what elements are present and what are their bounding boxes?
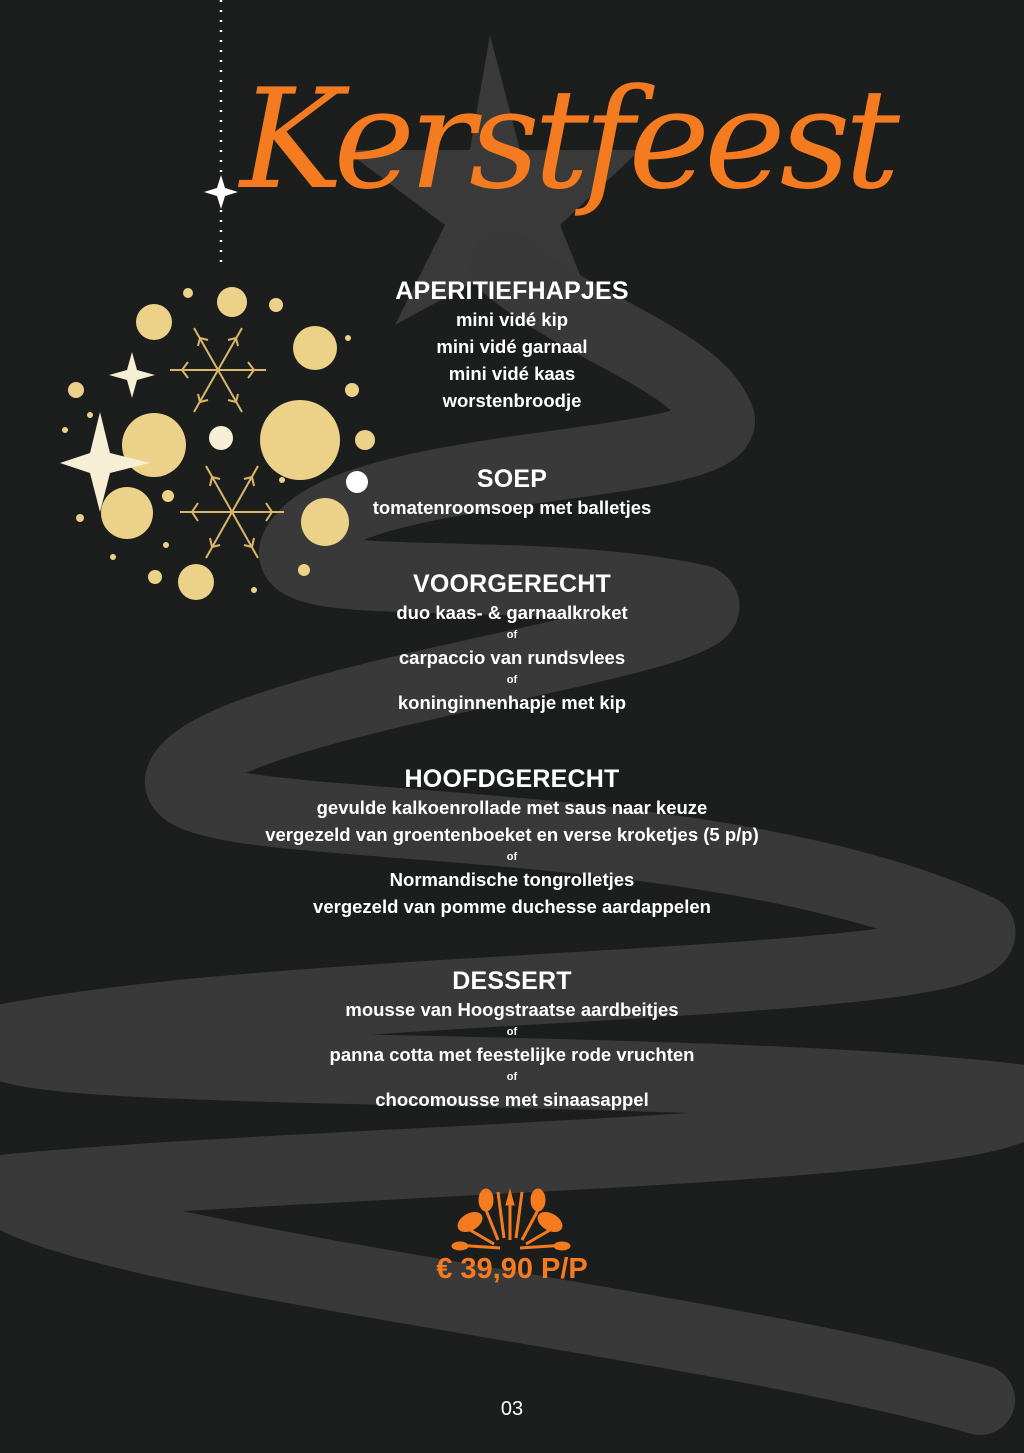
menu-or: of xyxy=(506,851,518,863)
section-heading: VOORGERECHT xyxy=(412,570,612,598)
menu-item: vergezeld van groentenboeket en verse kroketjes (5 p/p) xyxy=(265,824,759,845)
price-block xyxy=(312,1185,712,1286)
menu-item: chocomousse met sinaasappel xyxy=(375,1089,649,1110)
menu-item: mini vidé kaas xyxy=(448,363,576,384)
menu-item: duo kaas- & garnaalkroket xyxy=(396,602,628,623)
menu-item: mini vidé kip xyxy=(455,309,569,330)
menu-section-dessert xyxy=(212,966,812,1113)
section-heading: DESSERT xyxy=(452,967,572,995)
menu-section-voorgerecht xyxy=(212,569,812,716)
menu-section-hoofdgerecht xyxy=(212,764,812,920)
menu-item: panna cotta met feestelijke rode vruchten xyxy=(329,1044,695,1065)
menu-or: of xyxy=(506,1026,518,1038)
sparkle-icon xyxy=(109,352,155,398)
menu-or: of xyxy=(506,629,518,641)
price: € 39,90 P/P xyxy=(436,1253,588,1285)
sparkle-icon xyxy=(204,175,238,209)
section-heading: SOEP xyxy=(476,465,548,493)
menu xyxy=(212,276,812,1113)
page-number: 03 xyxy=(500,1398,524,1420)
menu-item: carpaccio van rundsvlees xyxy=(398,647,626,668)
menu-section-aperitief xyxy=(212,276,812,414)
menu-or: of xyxy=(506,1071,518,1083)
section-heading: HOOFDGERECHT xyxy=(404,765,620,793)
menu-item: worstenbroodje xyxy=(442,390,582,411)
menu-item: mini vidé garnaal xyxy=(436,336,588,357)
menu-section-soep xyxy=(212,464,812,521)
section-heading: APERITIEFHAPJES xyxy=(395,277,629,305)
menu-item: mousse van Hoogstraatse aardbeitjes xyxy=(345,999,679,1020)
menu-item: koninginnenhapje met kip xyxy=(397,692,627,713)
menu-item: gevulde kalkoenrollade met saus naar keuze xyxy=(316,797,708,818)
menu-item: vergezeld van pomme duchesse aardappelen xyxy=(313,896,711,917)
menu-or: of xyxy=(506,674,518,686)
menu-item: Normandische tongrolletjes xyxy=(389,869,635,890)
menu-item: tomatenroomsoep met balletjes xyxy=(372,497,652,518)
page-title: Kerstfeest xyxy=(240,59,894,220)
